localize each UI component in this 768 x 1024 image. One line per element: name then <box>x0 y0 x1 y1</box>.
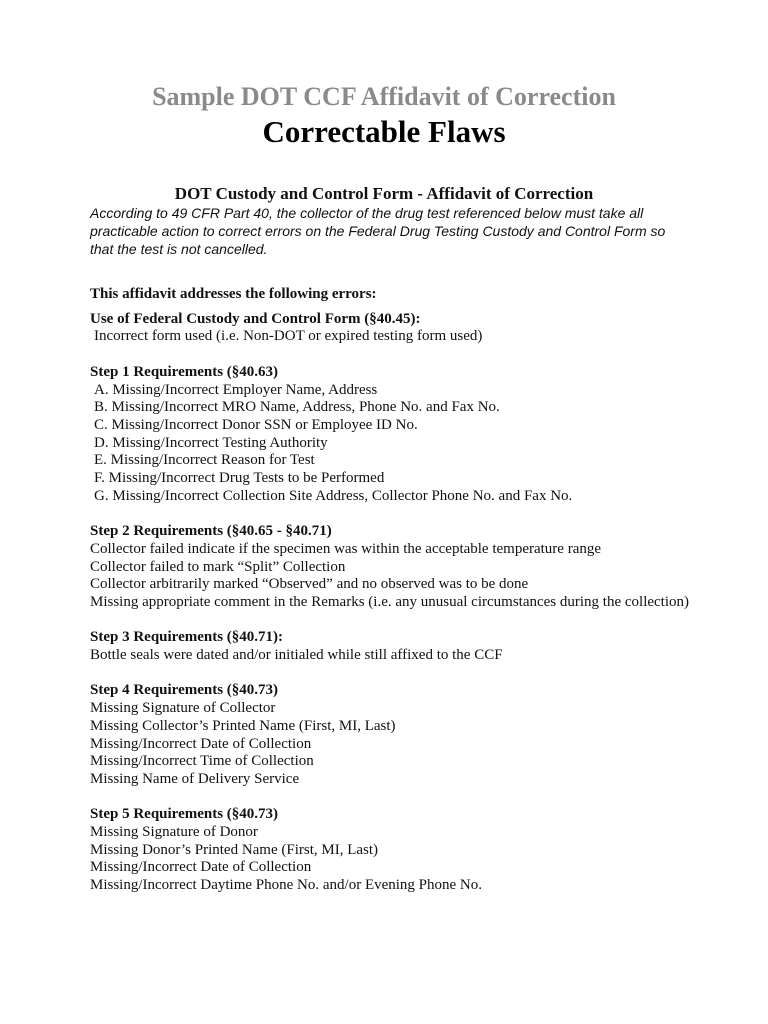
form-title: DOT Custody and Control Form - Affidavit of Correction <box>174 184 594 203</box>
step5-heading: Step 5 Requirements (§40.73) <box>90 806 279 823</box>
list-item: Missing Name of Delivery Service <box>90 770 300 787</box>
list-item: Missing Collector’s Printed Name (First, MI, Last) <box>90 717 396 734</box>
federal-form-list <box>90 328 690 346</box>
list-item: Bottle seals were dated and/or initialed while still affixed to the CCF <box>90 647 503 664</box>
list-item: Missing/Incorrect Time of Collection <box>90 753 314 770</box>
step4-heading: Step 4 Requirements (§40.73) <box>90 682 279 699</box>
list-item: Collector failed to mark “Split” Collection <box>90 558 346 575</box>
step2-heading: Step 2 Requirements (§40.65 - §40.71) <box>90 523 332 540</box>
list-item: D. Missing/Incorrect Testing Authority <box>94 434 328 451</box>
step3-heading: Step 3 Requirements (§40.71): <box>90 629 284 646</box>
list-item: Missing/Incorrect Date of Collection <box>90 859 312 876</box>
list-item: Missing Signature of Collector <box>90 700 276 717</box>
list-item: C. Missing/Incorrect Donor SSN or Employee ID No. <box>94 416 418 433</box>
list-item: A. Missing/Incorrect Employer Name, Address <box>94 381 378 398</box>
list-item: F. Missing/Incorrect Drug Tests to be Performed <box>94 470 385 487</box>
intro-paragraph: According to 49 CFR Part 40, the collector of the drug test referenced below must take all practicable action to correct errors on the Federal Drug Testing Custody and Control Form so that the test is not cancelled. <box>90 205 666 257</box>
list-item: Missing Donor’s Printed Name (First, MI, Last) <box>90 841 379 858</box>
document-title: Correctable Flaws <box>262 114 506 149</box>
list-item: E. Missing/Incorrect Reason for Test <box>94 452 315 469</box>
step1-list <box>90 382 690 506</box>
list-item: Missing Signature of Donor <box>90 824 258 841</box>
step2-list <box>90 541 690 612</box>
document-body <box>90 286 690 895</box>
federal-form-heading: Use of Federal Custody and Control Form (§40.45): <box>90 310 421 327</box>
list-item: Missing appropriate comment in the Remarks (i.e. any unusual circumstances during the collection) <box>90 593 690 610</box>
step5-list <box>90 824 690 895</box>
list-item: Incorrect form used (i.e. Non-DOT or expired testing form used) <box>94 328 483 345</box>
list-item: B. Missing/Incorrect MRO Name, Address, Phone No. and Fax No. <box>94 399 500 416</box>
list-item: Collector failed indicate if the specimen was within the acceptable temperature range <box>90 540 602 557</box>
step3-list <box>90 647 690 665</box>
list-item: Missing/Incorrect Daytime Phone No. and/or Evening Phone No. <box>90 877 483 894</box>
list-item: G. Missing/Incorrect Collection Site Address, Collector Phone No. and Fax No. <box>94 487 573 504</box>
step4-list <box>90 700 690 789</box>
errors-intro: This affidavit addresses the following errors: <box>90 286 377 302</box>
step1-heading: Step 1 Requirements (§40.63) <box>90 363 279 380</box>
list-item: Collector arbitrarily marked “Observed” and no observed was to be done <box>90 576 529 593</box>
document-subtitle: Sample DOT CCF Affidavit of Correction <box>152 82 616 111</box>
list-item: Missing/Incorrect Date of Collection <box>90 735 312 752</box>
